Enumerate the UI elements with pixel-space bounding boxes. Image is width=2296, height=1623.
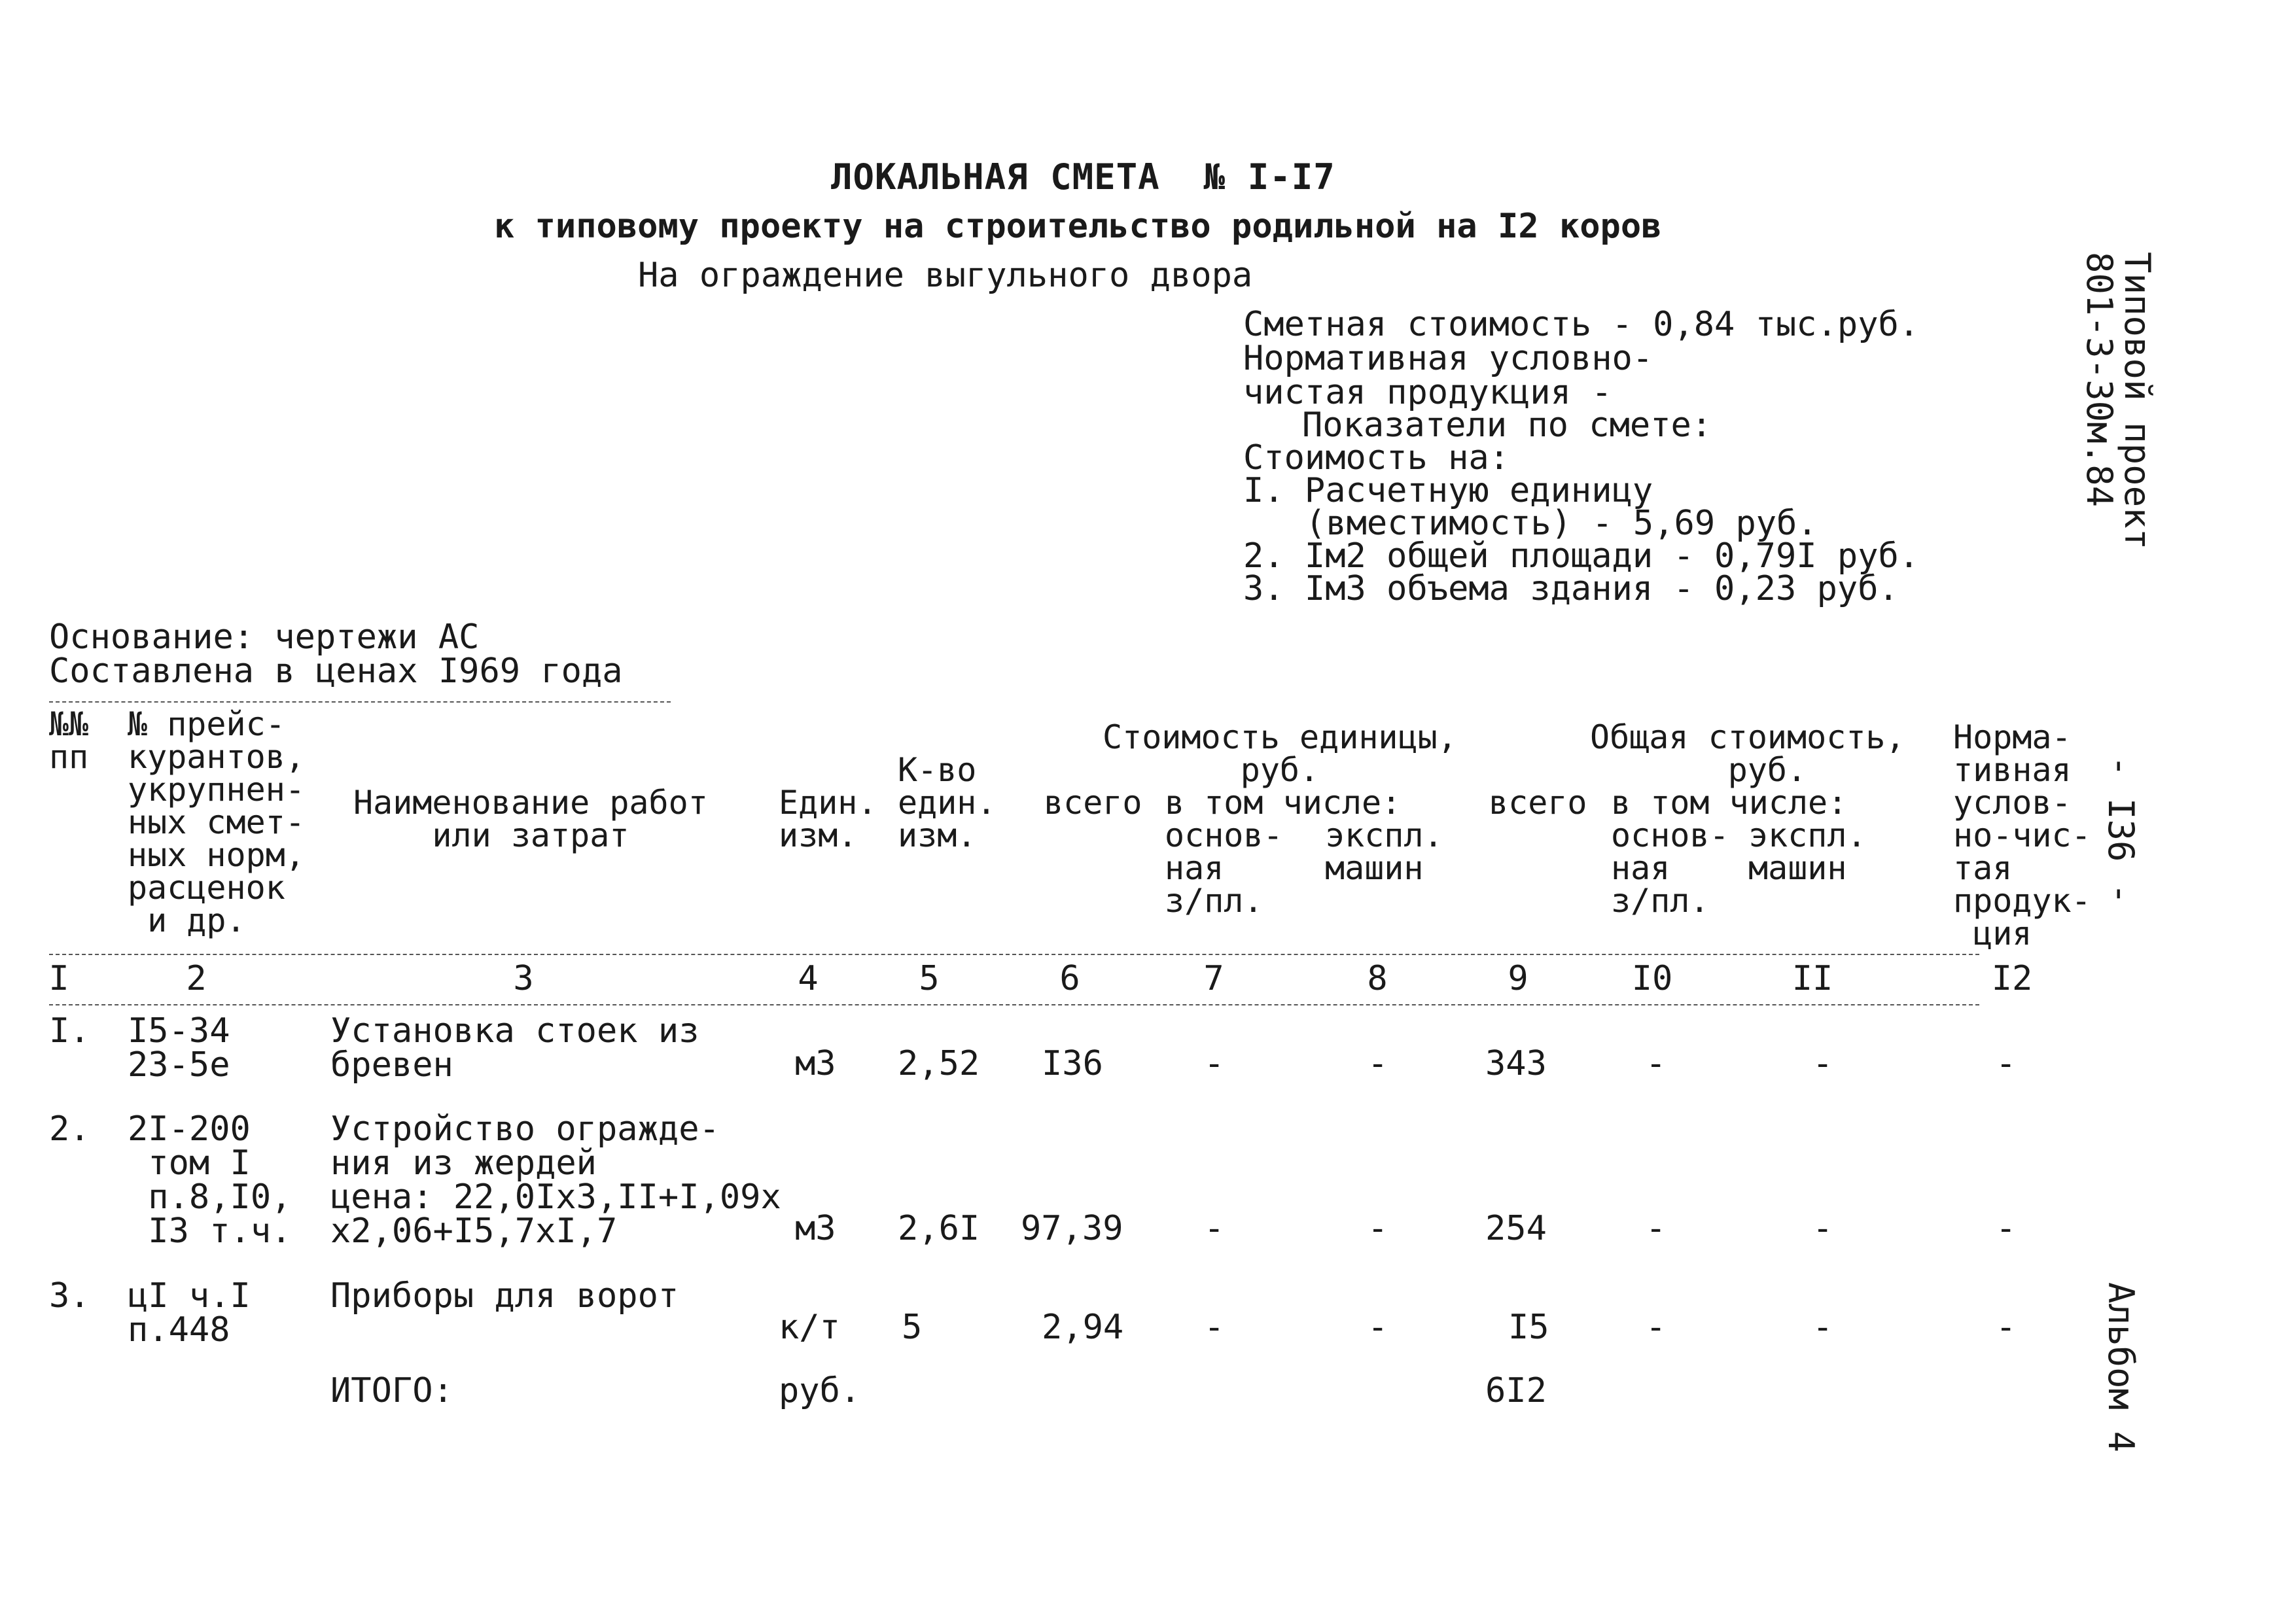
summary-line: Стоимость на: <box>1243 438 1510 478</box>
rule <box>49 701 671 703</box>
row-unit-mach: - <box>1368 1209 1388 1248</box>
row-total: 254 <box>1485 1209 1547 1248</box>
row-unit-wage: - <box>1204 1209 1225 1248</box>
row-unit-wage: - <box>1204 1308 1225 1347</box>
col-header-total-mach: экспл. машин <box>1748 816 1867 887</box>
row-total: 343 <box>1485 1044 1547 1083</box>
basis-line: Основание: чертежи АС <box>49 618 480 657</box>
row-number: 2. <box>49 1109 90 1149</box>
summary-line: чистая продукция - <box>1243 373 1612 412</box>
row-name: Приборы для ворот <box>330 1276 679 1316</box>
col-header-unit-cost: Стоимость единицы, руб. <box>1103 718 1457 789</box>
row-unit-price: I36 <box>1042 1044 1103 1083</box>
row-qty: 2,6I <box>898 1209 980 1248</box>
row-code: 2I-200 том I п.8,I0, I3 т.ч. <box>128 1109 292 1251</box>
page-title: ЛОКАЛЬНАЯ СМЕТА № I-I7 <box>831 156 1335 198</box>
col-header-code: № прейс- курантов, укрупнен- ных смет- ных норм, расценок и др. <box>128 705 305 939</box>
summary-cost: Сметная стоимость - 0,84 тыс.руб. <box>1243 305 1920 344</box>
row-total-wage: - <box>1646 1209 1667 1248</box>
row-total: I5 <box>1508 1308 1549 1347</box>
col-number: I0 <box>1631 959 1673 998</box>
row-name: Установка стоек из бревен <box>330 1011 699 1085</box>
col-number: 3 <box>513 959 534 998</box>
page-subtitle: к типовому проекту на строительство родильной на I2 коров <box>494 207 1662 246</box>
col-number: 8 <box>1367 959 1388 998</box>
row-code: I5-34 23-5е <box>128 1011 230 1085</box>
summary-line: 2. Iм2 общей площади - 0,79I руб. <box>1243 536 1920 576</box>
row-name: Устройство огражде- ния из жердей цена: 22,0Iх3,II+I,09х х2,06+I5,7хI,7 <box>330 1109 781 1251</box>
row-total-wage: - <box>1646 1044 1667 1083</box>
col-header-total-wage: основ- ная з/пл. <box>1611 816 1729 920</box>
total-value: 6I2 <box>1485 1371 1547 1410</box>
row-unit: к/т <box>779 1308 840 1347</box>
col-header-unit-wage: основ- ная з/пл. <box>1165 816 1283 920</box>
col-number: 9 <box>1508 959 1528 998</box>
summary-line: Показатели по смете: <box>1302 406 1712 445</box>
row-qty: 2,52 <box>898 1044 980 1083</box>
col-header-unit-mach: экспл. машин <box>1325 816 1443 887</box>
row-unit: м3 <box>795 1209 836 1248</box>
row-qty: 5 <box>902 1308 923 1347</box>
col-header-number: №№ пп <box>49 705 89 776</box>
col-number: 2 <box>186 959 207 998</box>
row-total-mach: - <box>1812 1044 1833 1083</box>
col-number: I <box>48 959 69 998</box>
col-header-total: всего <box>1489 784 1587 822</box>
rule <box>49 1004 1979 1005</box>
summary-line: Нормативная условно- <box>1243 339 1653 378</box>
project-stamp <box>2080 252 2156 550</box>
row-unit: м3 <box>795 1044 836 1083</box>
row-norm: - <box>1996 1209 2017 1248</box>
col-header-total-cost: Общая стоимость, руб. <box>1590 718 1905 789</box>
project-stamp-code: 801-3-30м.84 <box>2079 252 2120 508</box>
col-header-name: Наименование работ или затрат <box>353 784 708 854</box>
project-stamp-line: Типовой проект <box>2117 252 2158 550</box>
col-number: I2 <box>1991 959 2033 998</box>
object-name: На ограждение выгульного двора <box>638 256 1253 295</box>
row-norm: - <box>1996 1308 2017 1347</box>
col-header-norm: Норма- тивная услов- но-чис- тая продук- ция <box>1953 718 2091 952</box>
col-number: 4 <box>798 959 819 998</box>
row-unit-price: 97,39 <box>1021 1209 1123 1248</box>
row-unit-mach: - <box>1368 1308 1388 1347</box>
col-header-unit-including: в том числе: <box>1165 784 1402 822</box>
row-number: I. <box>49 1011 90 1051</box>
basis-line: Составлена в ценах I969 года <box>49 652 623 691</box>
album-label: Альбом 4 <box>2100 1282 2142 1453</box>
row-unit-mach: - <box>1368 1044 1388 1083</box>
summary-line: I. Расчетную единицу <box>1243 471 1653 510</box>
row-code: цI ч.I п.448 <box>128 1276 251 1350</box>
total-label: ИТОГО: <box>330 1371 453 1410</box>
row-unit-wage: - <box>1204 1044 1225 1083</box>
rule <box>49 954 1979 955</box>
col-number: 5 <box>919 959 940 998</box>
row-total-mach: - <box>1812 1308 1833 1347</box>
page-number: - I36 - <box>2100 756 2142 905</box>
col-header-qty: К-во един. изм. <box>898 751 997 854</box>
col-header-unit-total: всего <box>1044 784 1142 822</box>
row-total-wage: - <box>1646 1308 1667 1347</box>
col-header-unit: Един. изм. <box>779 784 877 854</box>
col-header-total-including: в том числе: <box>1611 784 1848 822</box>
col-number: 6 <box>1059 959 1080 998</box>
col-number: 7 <box>1203 959 1224 998</box>
row-total-mach: - <box>1812 1209 1833 1248</box>
row-unit-price: 2,94 <box>1042 1308 1124 1347</box>
summary-line: (вместимость) - 5,69 руб. <box>1305 504 1818 543</box>
row-norm: - <box>1996 1044 2017 1083</box>
total-unit: руб. <box>779 1371 861 1410</box>
row-number: 3. <box>49 1276 90 1316</box>
col-number: II <box>1792 959 1833 998</box>
summary-line: 3. Iм3 объема здания - 0,23 руб. <box>1243 569 1899 608</box>
